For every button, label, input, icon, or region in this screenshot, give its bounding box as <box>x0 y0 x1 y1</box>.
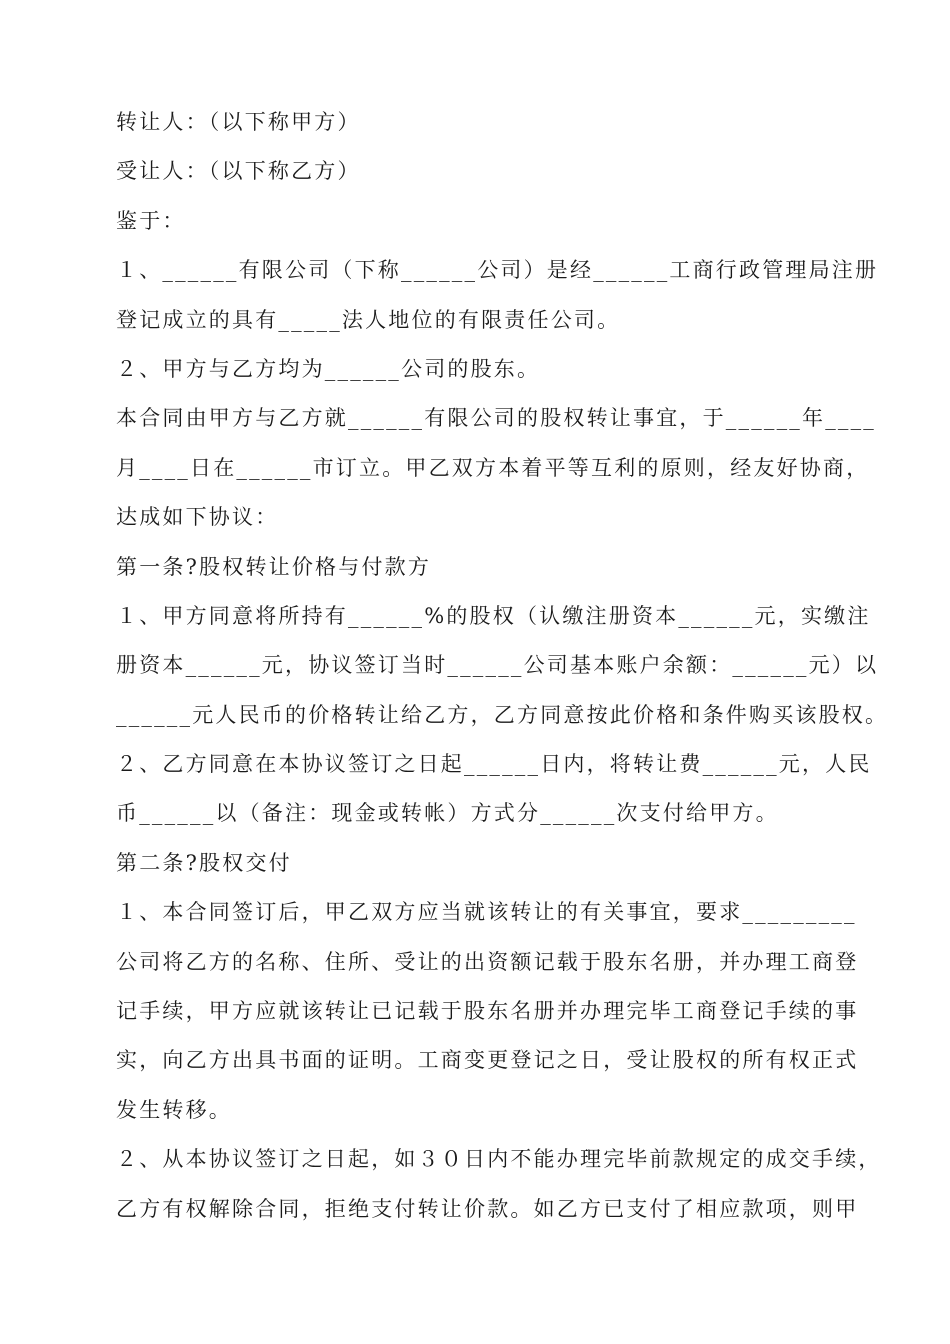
paragraph-line: ２、甲方与乙方均为______公司的股东。 <box>116 356 541 381</box>
paragraph-line: 记手续，甲方应就该转让已记载于股东名册并办理完毕工商登记手续的事 <box>116 999 859 1024</box>
paragraph-line: 达成如下协议： <box>116 505 279 530</box>
paragraph-line: ２、乙方同意在本协议签订之日起______日内，将转让费______元，人民 <box>116 752 872 777</box>
paragraph-line: 公司将乙方的名称、住所、受让的出资额记载于股东名册，并办理工商登 <box>116 949 859 974</box>
paragraph-line: 本合同由甲方与乙方就______有限公司的股权转让事宜，于______年____ <box>116 406 876 431</box>
paragraph-line: 月____日在______市订立。甲乙双方本着平等互利的原则，经友好协商， <box>116 455 870 480</box>
document-body <box>116 98 889 1234</box>
paragraph-line: 册资本______元，协议签订当时______公司基本账户余额：______元）以 <box>116 653 879 678</box>
paragraph-line: 实，向乙方出具书面的证明。工商变更登记之日，受让股权的所有权正式 <box>116 1048 859 1073</box>
paragraph-line: ２、从本协议签订之日起，如３０日内不能办理完毕前款规定的成交手续， <box>116 1147 882 1172</box>
paragraph-line: ______元人民币的价格转让给乙方，乙方同意按此价格和条件购买该股权。 <box>116 702 889 727</box>
transferee-line: 受让人：（以下称乙方） <box>116 159 361 184</box>
transferor-line: 转让人：（以下称甲方） <box>116 110 361 134</box>
paragraph-line: 乙方有权解除合同，拒绝支付转让价款。如乙方已支付了相应款项，则甲 <box>116 1196 859 1221</box>
paragraph-line: 发生转移。 <box>116 1097 232 1122</box>
whereas-heading: 鉴于： <box>116 208 186 233</box>
paragraph-line: １、甲方同意将所持有______%的股权（认缴注册资本______元，实缴注 <box>116 603 871 628</box>
article-2-heading: 第二条?股权交付 <box>116 850 292 875</box>
paragraph-line: １、本合同签订后，甲乙双方应当就该转让的有关事宜，要求_________ <box>116 900 857 925</box>
paragraph-line: １、______有限公司（下称______公司）是经______工商行政管理局注册 <box>116 258 879 283</box>
paragraph-line: 币______以（备注：现金或转帐）方式分______次支付给甲方。 <box>116 801 779 826</box>
article-1-heading: 第一条?股权转让价格与付款方 <box>116 554 432 579</box>
paragraph-line: 登记成立的具有_____法人地位的有限责任公司。 <box>116 307 621 332</box>
